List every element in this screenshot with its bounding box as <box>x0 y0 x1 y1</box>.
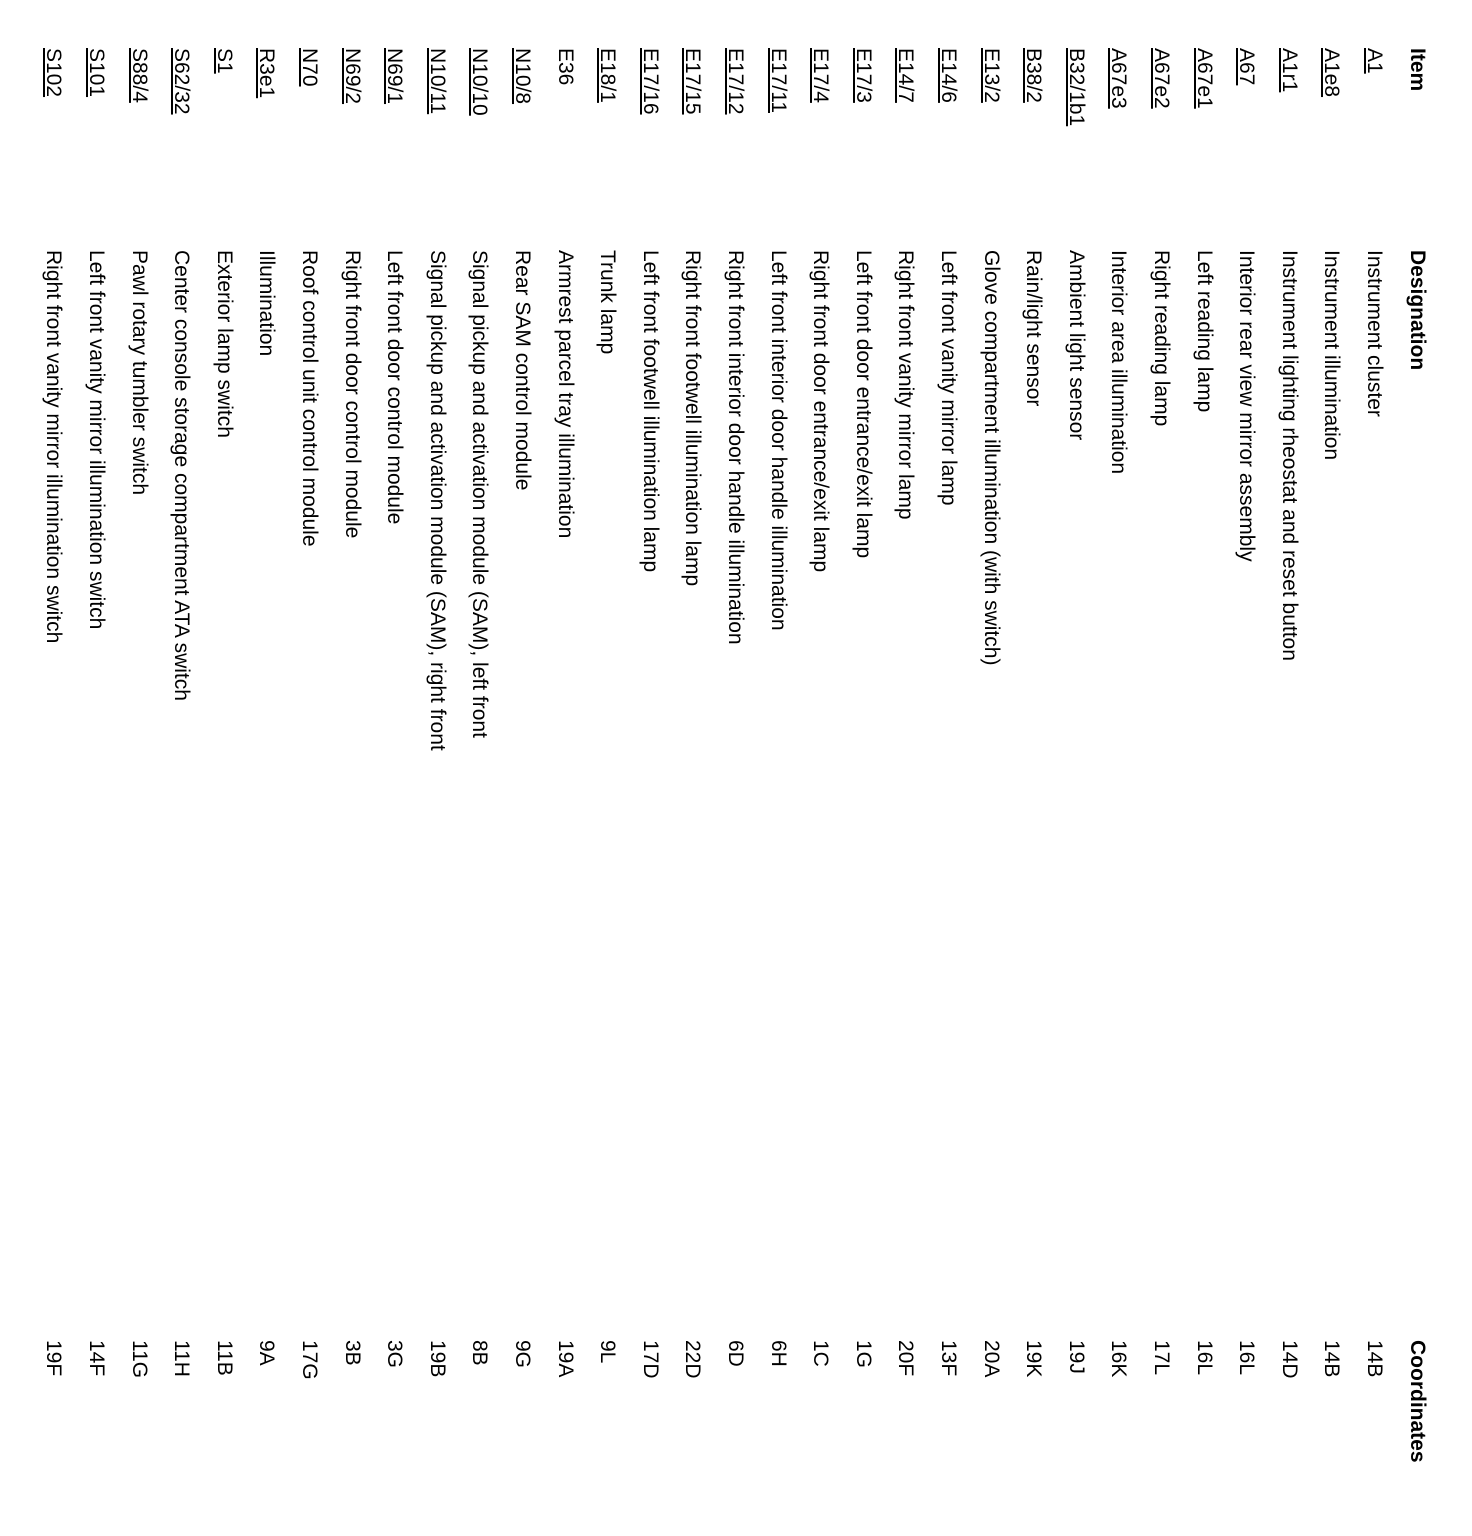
item-code[interactable]: E17/12 <box>724 48 747 115</box>
header-coordinates: Coordinates <box>1406 1340 1429 1463</box>
item-designation: Left reading lamp <box>1192 250 1216 413</box>
item-designation: Instrument lighting rheostat and reset button <box>1277 250 1301 661</box>
item-designation: Right front door control module <box>340 250 364 539</box>
item-coordinates: 20F <box>894 1340 918 1377</box>
table-row <box>118 0 160 1536</box>
table-row <box>1183 0 1225 1536</box>
table-row <box>714 0 756 1536</box>
item-coordinates: 19A <box>553 1340 577 1378</box>
table-row <box>288 0 330 1536</box>
table-row <box>927 0 969 1536</box>
header-row <box>1396 0 1438 1536</box>
table-row <box>1310 0 1352 1536</box>
item-coordinates: 22D <box>681 1340 705 1379</box>
item-designation: Armrest parcel tray illumination <box>553 250 577 539</box>
item-code[interactable]: B38/2 <box>1022 48 1046 103</box>
table-row <box>1097 0 1139 1536</box>
item-code[interactable]: E13/2 <box>979 48 1003 103</box>
item-code[interactable]: N10/10 <box>468 48 492 116</box>
item-coordinates: 14B <box>1320 1340 1344 1378</box>
item-designation: Trunk lamp <box>596 250 620 355</box>
item-designation: Exterior lamp switch <box>212 250 236 438</box>
item-designation: Instrument illumination <box>1320 250 1344 461</box>
item-designation: Right reading lamp <box>1150 250 1173 427</box>
table-row <box>501 0 543 1536</box>
table-row <box>842 0 884 1536</box>
item-code[interactable]: E17/11 <box>766 48 790 113</box>
header-item: Item <box>1406 48 1429 92</box>
item-code[interactable]: A67e1 <box>1192 48 1216 109</box>
item-coordinates: 3G <box>383 1340 407 1369</box>
item-coordinates: 16K <box>1107 1340 1131 1378</box>
table-row <box>629 0 671 1536</box>
item-designation: Right front footwell illumination lamp <box>681 250 705 587</box>
table-row <box>1353 0 1395 1536</box>
item-code: E36 <box>553 48 577 86</box>
item-designation: Left front vanity mirror illumination switch <box>85 250 108 630</box>
table-row <box>416 0 458 1536</box>
table-row <box>1055 0 1097 1536</box>
table-row <box>671 0 713 1536</box>
item-code[interactable]: N69/2 <box>340 48 364 105</box>
table-row <box>75 0 117 1536</box>
item-coordinates: 9A <box>255 1340 279 1366</box>
item-coordinates: 20A <box>979 1340 1003 1378</box>
table-row <box>799 0 841 1536</box>
item-coordinates: 16L <box>1192 1340 1216 1376</box>
table-row <box>203 0 245 1536</box>
item-coordinates: 3B <box>340 1340 364 1366</box>
item-designation: Signal pickup and activation module (SAM), right front <box>425 250 449 751</box>
item-code[interactable]: S1 <box>212 48 236 74</box>
item-code[interactable]: N10/11 <box>425 48 449 115</box>
item-code[interactable]: N10/8 <box>511 48 534 105</box>
item-designation: Left front vanity mirror lamp <box>937 250 960 506</box>
item-code[interactable]: A1r1 <box>1277 48 1301 93</box>
item-coordinates: 8B <box>468 1340 492 1366</box>
item-coordinates: 11G <box>127 1340 151 1379</box>
item-coordinates: 1G <box>851 1340 875 1369</box>
item-code[interactable]: E18/1 <box>596 48 620 103</box>
item-code[interactable]: S88/4 <box>127 48 151 103</box>
item-code[interactable]: R3e1 <box>255 48 279 99</box>
item-code[interactable]: N70 <box>298 48 321 87</box>
item-coordinates: 14B <box>1363 1340 1386 1378</box>
item-designation: Left front footwell illumination lamp <box>638 250 662 573</box>
table-row <box>586 0 628 1536</box>
item-designation: Instrument cluster <box>1363 250 1386 417</box>
table-row <box>373 0 415 1536</box>
item-code[interactable]: E17/16 <box>638 48 662 115</box>
item-coordinates: 19B <box>425 1340 449 1378</box>
item-coordinates: 17D <box>638 1340 662 1379</box>
item-coordinates: 19F <box>42 1340 66 1377</box>
item-designation: Signal pickup and activation module (SAM), left front <box>468 250 492 738</box>
table-row <box>32 0 74 1536</box>
item-code[interactable]: E17/3 <box>851 48 875 103</box>
item-coordinates: 1C <box>809 1340 833 1367</box>
item-code[interactable]: S62/32 <box>170 48 194 115</box>
item-code[interactable]: E14/7 <box>894 48 918 103</box>
table-row <box>884 0 926 1536</box>
table-row <box>160 0 202 1536</box>
item-coordinates: 11H <box>170 1340 194 1377</box>
item-coordinates: 9G <box>511 1340 534 1369</box>
table-row <box>1012 0 1054 1536</box>
item-code[interactable]: S102 <box>42 48 66 98</box>
item-coordinates: 17L <box>1150 1340 1173 1376</box>
item-designation: Right front vanity mirror lamp <box>894 250 918 520</box>
item-coordinates: 19K <box>1022 1340 1046 1378</box>
item-designation: Left front door entrance/exit lamp <box>851 250 875 559</box>
item-coordinates: 14F <box>85 1340 108 1377</box>
item-code[interactable]: A67e2 <box>1150 48 1173 109</box>
item-designation: Ambient light sensor <box>1064 250 1088 441</box>
item-designation: Interior area illumination <box>1107 250 1131 475</box>
item-coordinates: 11B <box>212 1340 236 1376</box>
item-coordinates: 9L <box>596 1340 620 1364</box>
item-coordinates: 19J <box>1064 1340 1088 1374</box>
item-designation: Right front interior door handle illumination <box>724 250 747 645</box>
table-row <box>245 0 287 1536</box>
item-code[interactable]: E17/15 <box>681 48 705 115</box>
item-code[interactable]: A1 <box>1363 48 1386 74</box>
item-designation: Right front door entrance/exit lamp <box>809 250 833 573</box>
item-code[interactable]: S101 <box>85 48 108 98</box>
item-code[interactable]: B32/1b1 <box>1064 48 1088 127</box>
item-coordinates: 13F <box>937 1340 960 1377</box>
item-code[interactable]: A1e8 <box>1320 48 1344 98</box>
table-row <box>970 0 1012 1536</box>
table-row <box>458 0 500 1536</box>
item-designation: Left front interior door handle illumination <box>766 250 790 631</box>
table-row <box>1140 0 1182 1536</box>
table-row <box>1268 0 1310 1536</box>
item-coordinates: 6D <box>724 1340 747 1367</box>
item-designation: Rain/light sensor <box>1022 250 1046 407</box>
item-designation: Center console storage compartment ATA switch <box>170 250 194 701</box>
item-code[interactable]: A67e3 <box>1107 48 1131 109</box>
item-coordinates: 6H <box>766 1340 790 1367</box>
item-coordinates: 16L <box>1235 1340 1259 1376</box>
item-designation: Right front vanity mirror illumination switch <box>42 250 66 644</box>
table-row <box>544 0 586 1536</box>
item-coordinates: 14D <box>1277 1340 1301 1379</box>
item-designation: Illumination <box>255 250 279 357</box>
item-designation: Interior rear view mirror assembly <box>1235 250 1259 562</box>
header-designation: Designation <box>1406 250 1429 371</box>
table-row <box>331 0 373 1536</box>
table-row <box>757 0 799 1536</box>
item-designation: Rear SAM control module <box>511 250 534 491</box>
item-code[interactable]: N69/1 <box>383 48 407 105</box>
item-designation: Roof control unit control module <box>298 250 321 547</box>
item-code[interactable]: A67 <box>1235 48 1259 86</box>
table-row <box>1225 0 1267 1536</box>
item-designation: Glove compartment illumination (with switch) <box>979 250 1003 666</box>
item-code[interactable]: E17/4 <box>809 48 833 103</box>
item-designation: Left front door control module <box>383 250 407 525</box>
item-designation: Pawl rotary tumbler switch <box>127 250 151 496</box>
item-code[interactable]: E14/6 <box>937 48 960 103</box>
item-coordinates: 17G <box>298 1340 321 1380</box>
